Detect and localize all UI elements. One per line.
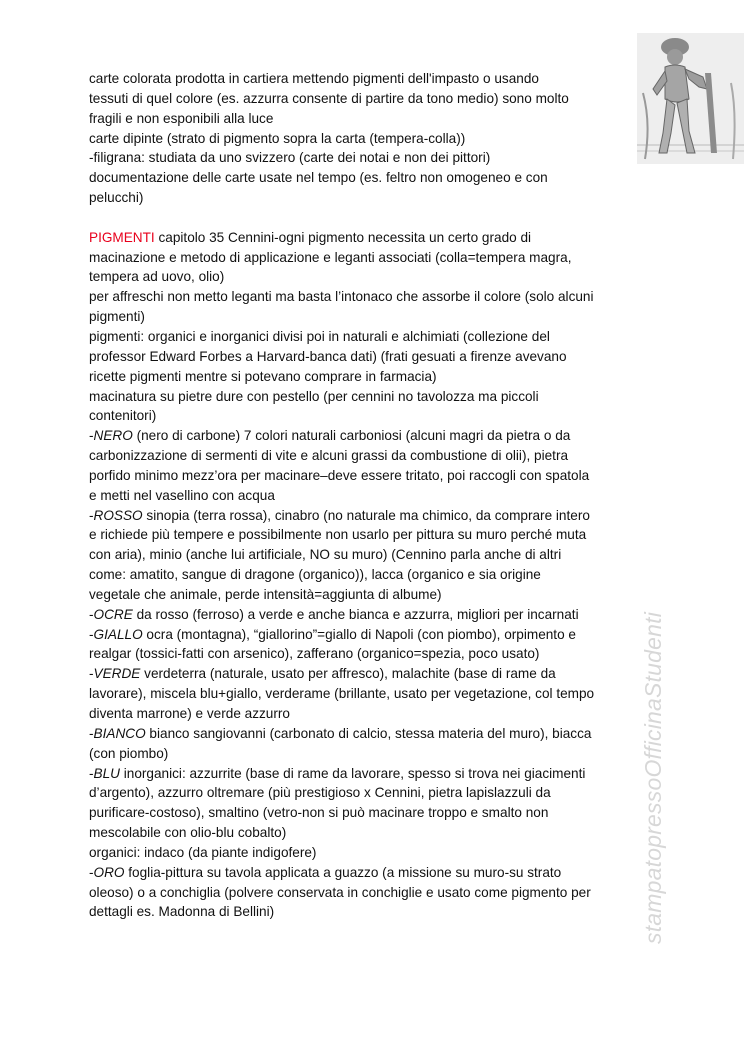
paragraph-gap [89, 208, 649, 228]
text-line: ricette pigmenti mentre si potevano comprare in farmacia) [89, 368, 437, 384]
text-line: come: amatito, sangue di dragone (organico)), lacca (organico e sia origine [89, 567, 541, 583]
text-line: organici: indaco (da piante indigofere) [89, 844, 317, 860]
text-line: pigmenti) [89, 309, 145, 325]
color-term: BIANCO [93, 725, 146, 741]
text-line: pigmenti: organici e inorganici divisi poi in naturali e alchimiati (collezione del [89, 328, 550, 344]
text-run: foglia-pittura su tavola applicata a guazzo (a missione su muro-su strato [124, 864, 562, 880]
color-term: BLU [93, 765, 120, 781]
text-line: fragili e non esponibili alla luce [89, 110, 274, 126]
text-line: d’argento), azzurro oltremare (più prestigioso x Cennini, pietra lapislazzuli da [89, 785, 551, 801]
text-line: professor Edward Forbes a Harvard-banca dati) (frati gesuati a firenze avevano [89, 348, 567, 364]
text-line: macinatura su pietre dure con pestello (per cennini no tavolozza ma piccoli [89, 388, 539, 404]
color-term: ROSSO [93, 507, 143, 523]
text-line: per affreschi non metto leganti ma basta l’intonaco che assorbe il colore (solo alcuni [89, 289, 594, 305]
color-term: NERO [93, 428, 133, 444]
ocre-entry [89, 605, 649, 625]
color-term: ORO [93, 864, 125, 880]
text-line: -filigrana: studiata da uno svizzero (carte dei notai e non dei pittori) [89, 150, 491, 166]
figure-illustration [637, 33, 744, 164]
oro-entry [89, 863, 649, 883]
nero-entry [89, 426, 649, 446]
text-line: porfido minimo mezz’ora per macinare–deve essere tritato, poi raccogli con spatola [89, 467, 590, 483]
text-line: con aria), minio (anche lui artificiale, NO su muro) (Cennino parla anche di altri [89, 547, 562, 563]
text-line: realgar (tossici-fatti con arsenico), zafferano (organico=spezia, poco usato) [89, 646, 540, 662]
dash: - [89, 606, 94, 622]
dash: - [89, 626, 94, 642]
dash: - [89, 666, 94, 682]
text-run: inorganici: azzurrite (base di rame da lavorare, spesso si trova nei giacimenti [119, 765, 586, 781]
section-heading-line [89, 228, 649, 248]
text-line: tessuti di quel colore (es. azzurra consente di partire da tono medio) sono molto [89, 90, 569, 106]
dash: - [89, 864, 94, 880]
pigmenti-heading: PIGMENTI [89, 229, 155, 245]
color-term: OCRE [93, 606, 133, 622]
watermark: stampatopressoOfficinaStudenti [640, 611, 666, 944]
text-line: oleoso) o a conchiglia (polvere conservata in conchiglie e usato come pigmento per [89, 884, 591, 900]
text-line: macinazione e metodo di applicazione e leganti associati (colla=tempera magra, [89, 249, 572, 265]
text-line: e richiede più tempere e possibilmente non usarlo per pittura su muro perché muta [89, 527, 587, 543]
text-line: contenitori) [89, 408, 157, 424]
color-term: VERDE [93, 666, 141, 682]
text-run: ocra (montagna), “giallorino”=giallo di Napoli (con piombo), orpimento e [142, 626, 576, 642]
text-line: e metti nel vasellino con acqua [89, 487, 275, 503]
text-line: carte dipinte (strato di pigmento sopra la carta (tempera-colla)) [89, 130, 466, 146]
text-line: (con piombo) [89, 745, 169, 761]
paper-notes-paragraph [89, 69, 649, 208]
text-run: (nero di carbone) 7 colori naturali carboniosi (alcuni magri da pietra o da [132, 428, 571, 444]
text-line: vegetale che animale, perde intensità=aggiunta di albume) [89, 586, 442, 602]
text-line: diventa marrone) e verde azzurro [89, 706, 290, 721]
text-line: mescolabile con olio-blu cobalto) [89, 825, 287, 841]
text-run: verdeterra (naturale, usato per affresco), malachite (base di rame da [140, 666, 556, 682]
text-line: dettagli es. Madonna di Bellini) [89, 904, 275, 920]
text-run: da rosso (ferroso) a verde e anche bianca e azzurra, migliori per incarnati [132, 606, 579, 622]
giallo-entry [89, 625, 649, 645]
bianco-entry [89, 724, 649, 744]
document-body [89, 69, 649, 922]
text-line: pelucchi) [89, 190, 144, 206]
text-line: carbonizzazione di sermenti di vite e alcuni grassi da combustione di olii), pietra [89, 448, 569, 464]
text-line: lavorare), miscela blu+giallo, verderame (brillante, usato per vegetazione, col tempo [89, 686, 595, 702]
dash: - [89, 507, 94, 523]
text-run: bianco sangiovanni (carbonato di calcio, stessa materia del muro), biacca [145, 725, 592, 741]
text-line: purificare-costoso), smaltino (vetro-non si può macinare troppo e smalto non [89, 805, 549, 821]
color-term: GIALLO [93, 626, 143, 642]
text-run: sinopia (terra rossa), cinabro (no naturale ma chimico, da comprare intero [142, 507, 590, 523]
dash: - [89, 725, 94, 741]
pigments-section [89, 228, 649, 923]
verde-entry [89, 664, 649, 684]
engraving-figure-image [637, 33, 744, 164]
blu-entry [89, 764, 649, 784]
rosso-entry [89, 506, 649, 526]
dash: - [89, 428, 94, 444]
text-run: capitolo 35 Cennini-ogni pigmento necessita un certo grado di [154, 229, 532, 245]
text-line: tempera ad uovo, olio) [89, 269, 225, 285]
text-line: documentazione delle carte usate nel tempo (es. feltro non omogeneo e con [89, 170, 548, 186]
dash: - [89, 765, 94, 781]
text-line: carte colorata prodotta in cartiera mettendo pigmenti dell'impasto o usando [89, 71, 539, 86]
